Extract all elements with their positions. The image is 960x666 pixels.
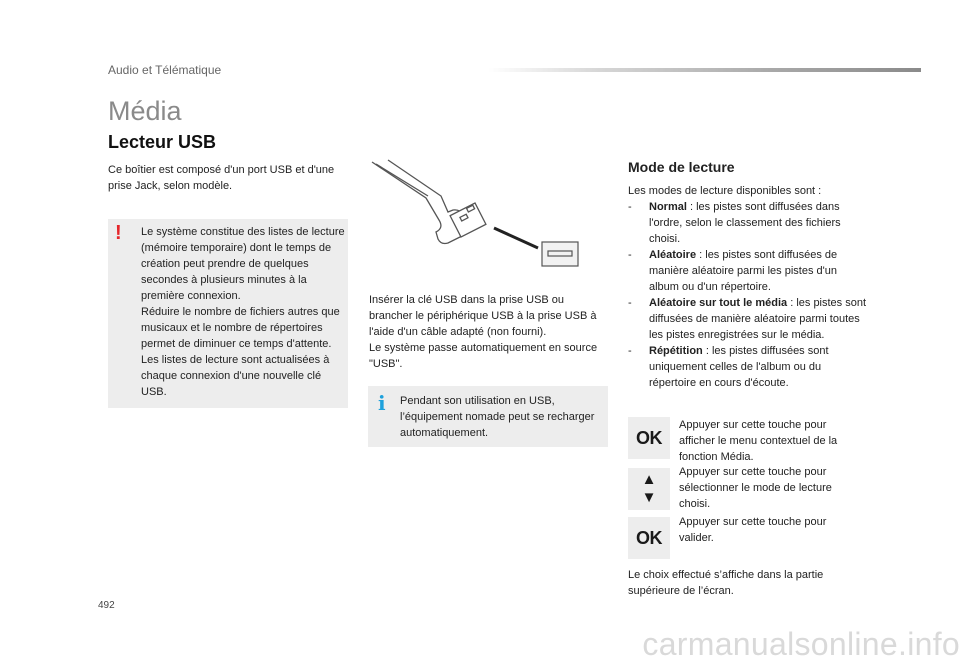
usb-intro: Ce boîtier est composé d'un port USB et d'une prise Jack, selon modèle. <box>108 164 335 192</box>
arrow-down-icon: ▼ <box>641 489 657 506</box>
arrow-key-description: Appuyer sur cette touche pour sélectionner le mode de lecture choisi. <box>679 466 832 510</box>
insertion-direction-line <box>494 228 538 248</box>
playback-heading: Mode de lecture <box>628 159 735 175</box>
playback-mode-list <box>628 199 868 391</box>
exclamation-icon: ! <box>115 222 122 244</box>
mode-item-normal <box>628 199 868 247</box>
section-label: Audio et Télématique <box>108 63 222 77</box>
list-dash: - <box>628 201 632 213</box>
usb-heading: Lecteur USB <box>108 132 217 152</box>
info-text: Pendant son utilisation en USB, l’équipement nomade peut se recharger automatiquement. <box>400 395 595 439</box>
arrow-up-icon: ▲ <box>641 471 657 488</box>
playback-intro: Les modes de lecture disponibles sont : <box>628 185 822 197</box>
mode-item-repeat <box>628 343 868 391</box>
ok-key-label: OK <box>636 527 662 548</box>
mode-name: Répétition <box>649 345 703 357</box>
usb-port-icon <box>542 242 578 266</box>
page-number: 492 <box>98 600 115 611</box>
mode-description: : les pistes diffusées sont uniquement celles de l'album ou du répertoire en cours d'écoute. <box>649 345 829 389</box>
ok-key-label: OK <box>636 427 662 448</box>
ok-key-icon <box>628 517 670 559</box>
ok-key-icon <box>628 417 670 459</box>
page-title: Média <box>108 96 182 126</box>
list-dash: - <box>628 249 632 261</box>
validate-key-description: Appuyer sur cette touche pour valider. <box>679 516 827 544</box>
warning-text: Le système constitue des listes de lecture (mémoire temporaire) dont le temps de création peut prendre de quelques secondes à plusieurs minutes à la première connexion. Réduire le nombre de fichiers autres que musicaux et le nombre de répertoires permet de diminuer ce temps d'attente. Les listes de lecture sont actualisées à chaque connexion d'une nouvelle clé USB. <box>141 226 345 398</box>
ok-key-description: Appuyer sur cette touche pour afficher le menu contextuel de la fonction Média. <box>679 419 838 463</box>
mode-name: Aléatoire <box>649 249 697 261</box>
mode-description: : les pistes sont diffusées de manière aléatoire parmi les pistes d'un album ou d'un répertoire. <box>649 249 838 293</box>
list-dash: - <box>628 297 632 309</box>
insert-instructions: Insérer la clé USB dans la prise USB ou brancher le périphérique USB à la prise USB à l'aide d'un câble adapté (non fourni). Le système passe automatiquement en source "USB". <box>369 294 598 370</box>
info-icon: i <box>378 391 386 415</box>
mode-item-random <box>628 247 868 295</box>
usb-cable-icon <box>372 160 486 244</box>
usb-key-illustration <box>370 158 610 280</box>
mode-name: Normal <box>649 201 687 213</box>
list-dash: - <box>628 345 632 357</box>
header-rule <box>488 68 921 72</box>
watermark: carmanualsonline.info <box>642 626 960 662</box>
mode-item-random-all <box>628 295 868 343</box>
result-text: Le choix effectué s’affiche dans la partie supérieure de l’écran. <box>628 569 824 597</box>
mode-description: : les pistes sont diffusées dans l'ordre, selon le classement des fichiers choisi. <box>649 201 841 245</box>
up-down-arrows-icon <box>628 468 670 510</box>
mode-description: : les pistes sont diffusées de manière aléatoire parmi toutes les pistes enregistrées sur le média. <box>649 297 867 341</box>
mode-name: Aléatoire sur tout le média <box>649 297 788 309</box>
